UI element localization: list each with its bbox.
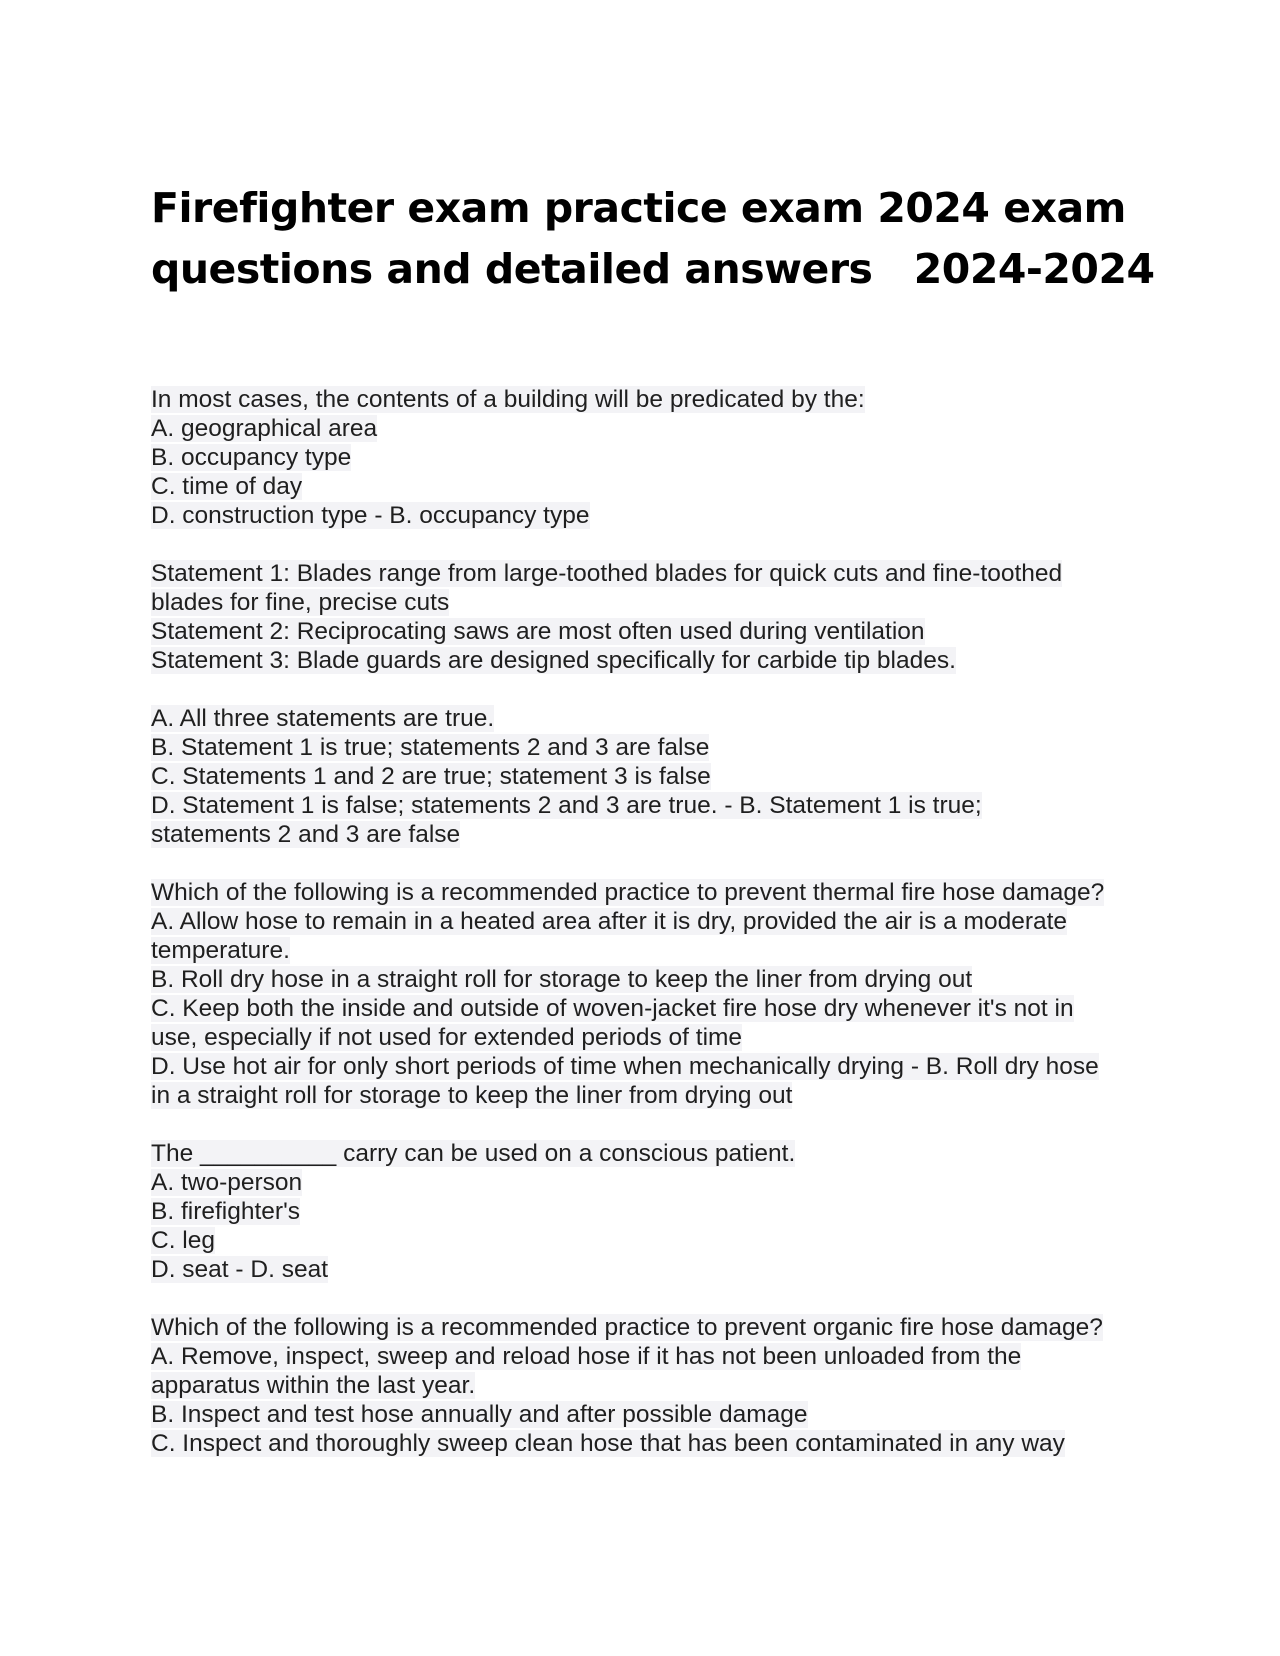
answer-option: B. firefighter's bbox=[151, 1198, 301, 1225]
answer-option: apparatus within the last year. bbox=[151, 1372, 476, 1399]
question-block bbox=[151, 704, 1151, 849]
answer-option: B. occupancy type bbox=[151, 444, 352, 471]
statement-line: blades for fine, precise cuts bbox=[151, 589, 450, 616]
answer-option: use, especially if not used for extended periods of time bbox=[151, 1024, 743, 1051]
answer-option: D. Use hot air for only short periods of time when mechanically drying - B. Roll dry hose bbox=[151, 1053, 1099, 1080]
answer-option: D. construction type - B. occupancy type bbox=[151, 502, 590, 529]
question-block bbox=[151, 385, 1151, 530]
answer-option: D. seat - D. seat bbox=[151, 1256, 329, 1283]
answer-option: statements 2 and 3 are false bbox=[151, 821, 461, 848]
statement-line: Statement 2: Reciprocating saws are most often used during ventilation bbox=[151, 618, 925, 645]
answer-option: B. Roll dry hose in a straight roll for storage to keep the liner from drying out bbox=[151, 966, 973, 993]
answer-option: C. Statements 1 and 2 are true; statement 3 is false bbox=[151, 763, 711, 790]
answer-option: A. Remove, inspect, sweep and reload hose if it has not been unloaded from the bbox=[151, 1343, 1022, 1370]
answer-option: B. Statement 1 is true; statements 2 and 3 are false bbox=[151, 734, 710, 761]
answer-option: C. leg bbox=[151, 1227, 216, 1254]
question-block bbox=[151, 1313, 1151, 1458]
question-block bbox=[151, 878, 1151, 1110]
answer-option: A. two-person bbox=[151, 1169, 303, 1196]
question-line: Which of the following is a recommended practice to prevent organic fire hose damage? bbox=[151, 1314, 1103, 1341]
answer-option: B. Inspect and test hose annually and after possible damage bbox=[151, 1401, 808, 1428]
answer-option: A. geographical area bbox=[151, 415, 378, 442]
answer-option: C. Keep both the inside and outside of woven-jacket fire hose dry whenever it's not in bbox=[151, 995, 1074, 1022]
title-line: Firefighter exam practice exam 2024 exam bbox=[151, 184, 1126, 232]
answer-option: temperature. bbox=[151, 937, 290, 964]
title-line: questions and detailed answers 2024-2024 bbox=[151, 245, 1155, 293]
question-block bbox=[151, 1139, 1151, 1284]
question-block bbox=[151, 559, 1151, 675]
question-line: Which of the following is a recommended practice to prevent thermal fire hose damage? bbox=[151, 879, 1105, 906]
answer-option: A. All three statements are true. bbox=[151, 705, 495, 732]
document-body bbox=[151, 385, 1151, 1487]
statement-line: Statement 1: Blades range from large-toothed blades for quick cuts and fine-toothed bbox=[151, 560, 1063, 587]
answer-option: in a straight roll for storage to keep the liner from drying out bbox=[151, 1082, 793, 1109]
answer-option: D. Statement 1 is false; statements 2 and 3 are true. - B. Statement 1 is true; bbox=[151, 792, 982, 819]
answer-option: C. time of day bbox=[151, 473, 303, 500]
answer-option: A. Allow hose to remain in a heated area after it is dry, provided the air is a moderate bbox=[151, 908, 1068, 935]
question-line: The __________ carry can be used on a conscious patient. bbox=[151, 1140, 796, 1167]
statement-line: Statement 3: Blade guards are designed specifically for carbide tip blades. bbox=[151, 647, 956, 674]
document-title bbox=[151, 178, 1155, 300]
answer-option: C. Inspect and thoroughly sweep clean hose that has been contaminated in any way bbox=[151, 1430, 1065, 1457]
question-line: In most cases, the contents of a building will be predicated by the: bbox=[151, 386, 865, 413]
